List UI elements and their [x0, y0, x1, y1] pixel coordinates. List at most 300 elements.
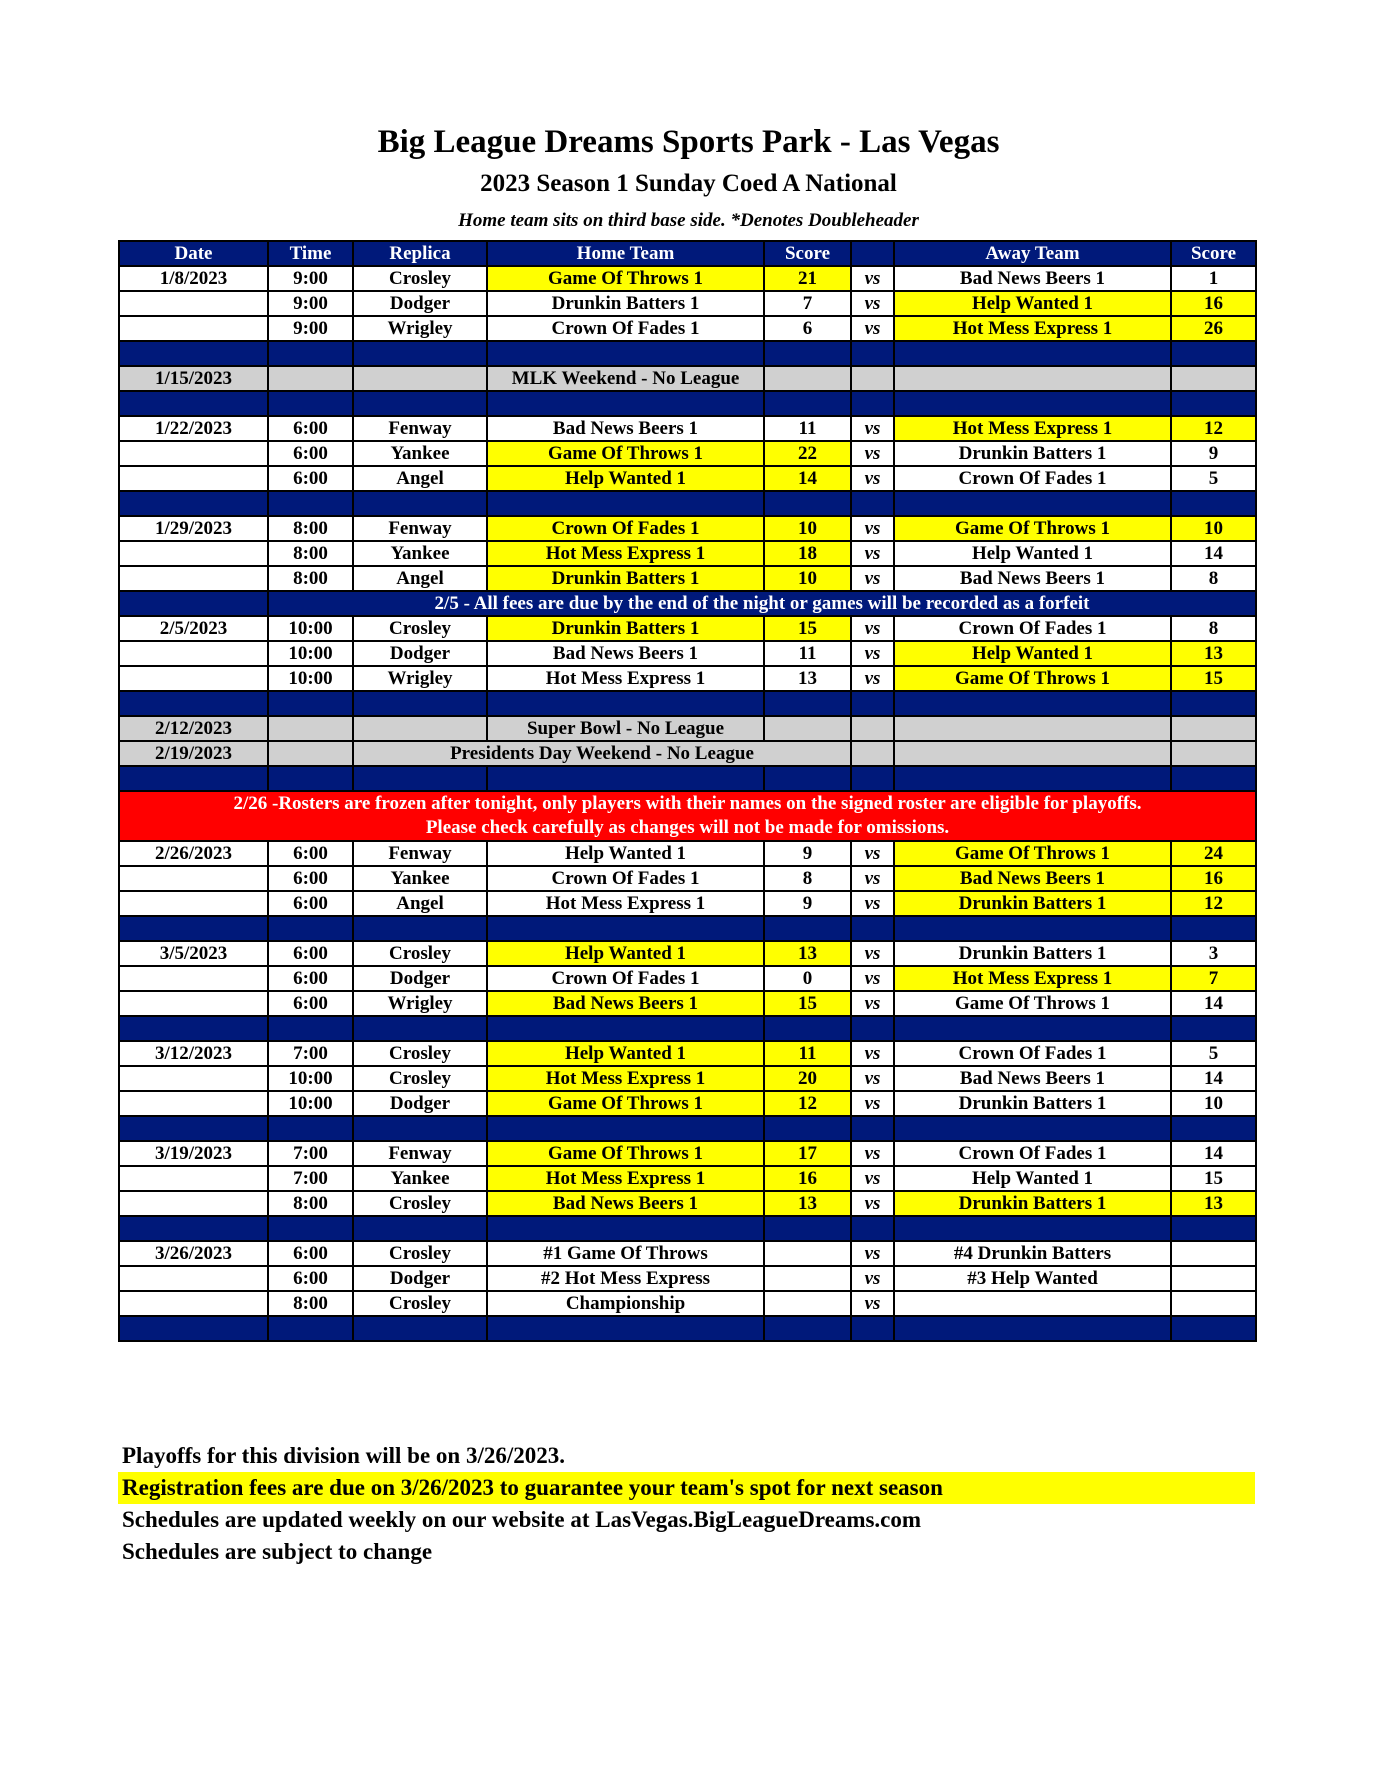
notice-text: 2/5 - All fees are due by the end of the night or games will be recorded as a forfeit: [268, 591, 1256, 616]
home-team-cell: Help Wanted 1: [487, 466, 764, 491]
home-score-cell: [764, 1241, 851, 1266]
home-score-cell: 20: [764, 1066, 851, 1091]
time-cell: 10:00: [268, 1066, 353, 1091]
date-cell: 1/22/2023: [119, 416, 268, 441]
notice-row: [119, 591, 1256, 616]
date-cell: [119, 316, 268, 341]
separator-cell: [268, 766, 353, 791]
separator-cell: [894, 1216, 1171, 1241]
table-row: [119, 291, 1256, 316]
separator-cell: [487, 391, 764, 416]
home-score-cell: 9: [764, 841, 851, 866]
separator-row: [119, 1016, 1256, 1041]
date-cell: 1/15/2023: [119, 366, 268, 391]
replica-cell: Dodger: [353, 966, 487, 991]
separator-cell: [487, 491, 764, 516]
separator-cell: [851, 1316, 894, 1341]
time-cell: 7:00: [268, 1041, 353, 1066]
away-score-cell: [1171, 716, 1256, 741]
separator-cell: [1171, 491, 1256, 516]
replica-cell: Wrigley: [353, 316, 487, 341]
away-score-cell: 8: [1171, 566, 1256, 591]
table-row: [119, 891, 1256, 916]
separator-cell: [894, 341, 1171, 366]
away-score-cell: 5: [1171, 1041, 1256, 1066]
home-score-cell: [764, 716, 851, 741]
separator-cell: [353, 1016, 487, 1041]
table-row: [119, 416, 1256, 441]
no-league-row: [119, 366, 1256, 391]
home-score-cell: 0: [764, 966, 851, 991]
home-score-cell: 14: [764, 466, 851, 491]
replica-cell: Dodger: [353, 291, 487, 316]
home-team-cell: Hot Mess Express 1: [487, 1166, 764, 1191]
home-score-cell: 15: [764, 991, 851, 1016]
away-score-cell: [1171, 1291, 1256, 1316]
away-score-header: Score: [1171, 241, 1256, 266]
no-league-text: Presidents Day Weekend - No League: [353, 741, 851, 766]
vs-cell: vs: [851, 1091, 894, 1116]
home-team-cell: Game Of Throws 1: [487, 441, 764, 466]
separator-cell: [353, 766, 487, 791]
home-score-cell: 6: [764, 316, 851, 341]
home-team-cell: Game Of Throws 1: [487, 1091, 764, 1116]
replica-cell: Angel: [353, 891, 487, 916]
replica-cell: Dodger: [353, 641, 487, 666]
separator-cell: [353, 1216, 487, 1241]
separator-cell: [487, 766, 764, 791]
separator-cell: [268, 1316, 353, 1341]
replica-cell: Crosley: [353, 941, 487, 966]
away-team-cell: Drunkin Batters 1: [894, 441, 1171, 466]
separator-cell: [268, 1216, 353, 1241]
separator-cell: [894, 1016, 1171, 1041]
vs-header: [851, 241, 894, 266]
home-score-cell: 11: [764, 1041, 851, 1066]
separator-cell: [353, 491, 487, 516]
away-score-cell: 14: [1171, 1066, 1256, 1091]
home-score-cell: 11: [764, 641, 851, 666]
home-score-cell: 17: [764, 1141, 851, 1166]
separator-cell: [353, 691, 487, 716]
replica-cell: Fenway: [353, 841, 487, 866]
schedule-note: Home team sits on third base side. *Denotes Doubleheader: [458, 210, 919, 231]
table-row: [119, 666, 1256, 691]
away-score-cell: 8: [1171, 616, 1256, 641]
time-cell: 6:00: [268, 941, 353, 966]
replica-cell: Wrigley: [353, 666, 487, 691]
table-row: [119, 1066, 1256, 1091]
separator-cell: [268, 916, 353, 941]
vs-cell: vs: [851, 441, 894, 466]
date-cell: [119, 566, 268, 591]
away-team-cell: Drunkin Batters 1: [894, 1191, 1171, 1216]
table-row: [119, 966, 1256, 991]
alert-line: 2/26 -Rosters are frozen after tonight, only players with their names on the signed roster are eligible for playoffs.: [233, 793, 1142, 814]
away-score-cell: 13: [1171, 1191, 1256, 1216]
date-cell: [119, 1091, 268, 1116]
replica-cell: Yankee: [353, 866, 487, 891]
separator-cell: [894, 1316, 1171, 1341]
away-score-cell: 13: [1171, 641, 1256, 666]
away-team-header: Away Team: [894, 241, 1171, 266]
away-team-cell: [894, 1291, 1171, 1316]
time-cell: 6:00: [268, 866, 353, 891]
date-cell: 2/5/2023: [119, 616, 268, 641]
home-team-cell: Bad News Beers 1: [487, 1191, 764, 1216]
separator-cell: [894, 766, 1171, 791]
vs-cell: vs: [851, 466, 894, 491]
away-score-cell: 9: [1171, 441, 1256, 466]
separator-row: [119, 341, 1256, 366]
away-team-cell: Game Of Throws 1: [894, 516, 1171, 541]
time-cell: 7:00: [268, 1141, 353, 1166]
table-row: [119, 616, 1256, 641]
replica-cell: Crosley: [353, 1241, 487, 1266]
separator-cell: [764, 1216, 851, 1241]
replica-header: Replica: [353, 241, 487, 266]
separator-cell: [353, 341, 487, 366]
separator-cell: [1171, 691, 1256, 716]
date-cell: [119, 1266, 268, 1291]
home-team-cell: Crown Of Fades 1: [487, 316, 764, 341]
replica-cell: Angel: [353, 466, 487, 491]
away-score-cell: 24: [1171, 841, 1256, 866]
home-score-cell: 13: [764, 666, 851, 691]
vs-cell: vs: [851, 1066, 894, 1091]
separator-cell: [1171, 1016, 1256, 1041]
separator-cell: [894, 691, 1171, 716]
separator-row: [119, 1316, 1256, 1341]
home-score-cell: 18: [764, 541, 851, 566]
separator-cell: [851, 1016, 894, 1041]
home-team-cell: Help Wanted 1: [487, 841, 764, 866]
home-score-cell: 11: [764, 416, 851, 441]
away-team-cell: Help Wanted 1: [894, 291, 1171, 316]
separator-cell: [487, 1316, 764, 1341]
separator-cell: [1171, 916, 1256, 941]
vs-cell: vs: [851, 1266, 894, 1291]
time-cell: 6:00: [268, 466, 353, 491]
date-cell: 3/26/2023: [119, 1241, 268, 1266]
away-team-cell: [894, 366, 1171, 391]
vs-cell: vs: [851, 291, 894, 316]
vs-cell: vs: [851, 666, 894, 691]
vs-cell: vs: [851, 891, 894, 916]
away-team-cell: Crown Of Fades 1: [894, 1141, 1171, 1166]
away-team-cell: Bad News Beers 1: [894, 866, 1171, 891]
vs-cell: vs: [851, 1241, 894, 1266]
away-team-cell: [894, 716, 1171, 741]
separator-cell: [119, 1316, 268, 1341]
away-team-cell: Drunkin Batters 1: [894, 941, 1171, 966]
separator-cell: [119, 491, 268, 516]
date-cell: [119, 541, 268, 566]
away-team-cell: [894, 741, 1171, 766]
separator-row: [119, 691, 1256, 716]
home-team-header: Home Team: [487, 241, 764, 266]
home-team-cell: Game Of Throws 1: [487, 266, 764, 291]
away-team-cell: Bad News Beers 1: [894, 1066, 1171, 1091]
time-cell: 6:00: [268, 416, 353, 441]
replica-cell: Angel: [353, 566, 487, 591]
home-score-cell: 10: [764, 566, 851, 591]
separator-cell: [851, 1216, 894, 1241]
away-score-cell: 5: [1171, 466, 1256, 491]
replica-cell: Crosley: [353, 266, 487, 291]
date-cell: [119, 1166, 268, 1191]
time-cell: 6:00: [268, 966, 353, 991]
home-score-cell: 13: [764, 1191, 851, 1216]
time-cell: 9:00: [268, 266, 353, 291]
time-cell: 6:00: [268, 891, 353, 916]
table-row: [119, 1191, 1256, 1216]
replica-cell: Dodger: [353, 1091, 487, 1116]
separator-cell: [764, 491, 851, 516]
separator-cell: [119, 766, 268, 791]
home-team-cell: Help Wanted 1: [487, 941, 764, 966]
time-cell: 9:00: [268, 291, 353, 316]
alert-text: [119, 791, 1256, 841]
home-team-cell: Crown Of Fades 1: [487, 866, 764, 891]
away-team-cell: Game Of Throws 1: [894, 841, 1171, 866]
date-cell: [119, 1066, 268, 1091]
home-team-cell: Hot Mess Express 1: [487, 1066, 764, 1091]
time-cell: 6:00: [268, 991, 353, 1016]
table-row: [119, 566, 1256, 591]
away-team-cell: Help Wanted 1: [894, 541, 1171, 566]
away-score-cell: 15: [1171, 666, 1256, 691]
vs-cell: vs: [851, 416, 894, 441]
separator-cell: [268, 491, 353, 516]
replica-cell: Fenway: [353, 516, 487, 541]
away-team-cell: Crown Of Fades 1: [894, 1041, 1171, 1066]
separator-cell: [119, 391, 268, 416]
home-score-cell: 7: [764, 291, 851, 316]
table-row: [119, 441, 1256, 466]
replica-cell: Crosley: [353, 1291, 487, 1316]
date-cell: [119, 641, 268, 666]
table-header: [119, 241, 1256, 266]
away-score-cell: 15: [1171, 1166, 1256, 1191]
table-row: [119, 1091, 1256, 1116]
registration-note: Registration fees are due on 3/26/2023 to guarantee your team's spot for next season: [118, 1472, 1255, 1504]
home-score-header: Score: [764, 241, 851, 266]
home-team-cell: #2 Hot Mess Express: [487, 1266, 764, 1291]
time-cell: 8:00: [268, 1291, 353, 1316]
vs-cell: vs: [851, 1166, 894, 1191]
separator-cell: [1171, 766, 1256, 791]
no-league-row: [119, 741, 1256, 766]
away-score-cell: 16: [1171, 866, 1256, 891]
separator-cell: [487, 1016, 764, 1041]
separator-cell: [851, 691, 894, 716]
home-score-cell: 8: [764, 866, 851, 891]
away-score-cell: 14: [1171, 991, 1256, 1016]
table-row: [119, 516, 1256, 541]
date-cell: [119, 441, 268, 466]
replica-cell: Crosley: [353, 1066, 487, 1091]
home-team-cell: Help Wanted 1: [487, 1041, 764, 1066]
separator-cell: [353, 916, 487, 941]
date-cell: 2/19/2023: [119, 741, 268, 766]
replica-cell: [353, 366, 487, 391]
vs-cell: vs: [851, 316, 894, 341]
vs-cell: vs: [851, 1191, 894, 1216]
table-row: [119, 316, 1256, 341]
separator-cell: [119, 1216, 268, 1241]
away-team-cell: Drunkin Batters 1: [894, 891, 1171, 916]
separator-cell: [487, 341, 764, 366]
vs-cell: vs: [851, 616, 894, 641]
replica-cell: [353, 716, 487, 741]
time-cell: 10:00: [268, 666, 353, 691]
replica-cell: Yankee: [353, 441, 487, 466]
vs-cell: [851, 741, 894, 766]
separator-cell: [268, 1016, 353, 1041]
home-team-cell: Hot Mess Express 1: [487, 666, 764, 691]
vs-cell: [851, 716, 894, 741]
table-row: [119, 841, 1256, 866]
home-score-cell: 10: [764, 516, 851, 541]
separator-cell: [764, 341, 851, 366]
replica-cell: Fenway: [353, 1141, 487, 1166]
date-cell: 1/8/2023: [119, 266, 268, 291]
time-cell: [268, 741, 353, 766]
home-team-cell: Crown Of Fades 1: [487, 966, 764, 991]
separator-cell: [851, 1116, 894, 1141]
date-cell: 1/29/2023: [119, 516, 268, 541]
home-score-cell: 13: [764, 941, 851, 966]
away-team-cell: Hot Mess Express 1: [894, 416, 1171, 441]
home-score-cell: [764, 1266, 851, 1291]
home-team-cell: Bad News Beers 1: [487, 416, 764, 441]
home-team-cell: Drunkin Batters 1: [487, 616, 764, 641]
home-team-cell: Crown Of Fades 1: [487, 516, 764, 541]
separator-cell: [764, 916, 851, 941]
vs-cell: vs: [851, 1041, 894, 1066]
separator-cell: [487, 691, 764, 716]
away-team-cell: #3 Help Wanted: [894, 1266, 1171, 1291]
vs-cell: [851, 366, 894, 391]
away-score-cell: [1171, 366, 1256, 391]
separator-cell: [119, 1116, 268, 1141]
home-score-cell: 12: [764, 1091, 851, 1116]
vs-cell: vs: [851, 516, 894, 541]
away-score-cell: 12: [1171, 891, 1256, 916]
table-row: [119, 641, 1256, 666]
time-cell: 6:00: [268, 841, 353, 866]
separator-row: [119, 491, 1256, 516]
separator-cell: [764, 1016, 851, 1041]
separator-cell: [268, 341, 353, 366]
away-team-cell: Game Of Throws 1: [894, 991, 1171, 1016]
date-cell: [119, 966, 268, 991]
separator-cell: [353, 1316, 487, 1341]
table-row: [119, 466, 1256, 491]
notice-blank: [119, 591, 268, 616]
separator-cell: [1171, 1316, 1256, 1341]
home-team-cell: Drunkin Batters 1: [487, 566, 764, 591]
table-row: [119, 541, 1256, 566]
away-score-cell: 16: [1171, 291, 1256, 316]
away-team-cell: Hot Mess Express 1: [894, 966, 1171, 991]
home-team-cell: #1 Game Of Throws: [487, 1241, 764, 1266]
replica-cell: Dodger: [353, 1266, 487, 1291]
vs-cell: vs: [851, 541, 894, 566]
away-score-cell: 10: [1171, 516, 1256, 541]
separator-cell: [353, 1116, 487, 1141]
vs-cell: vs: [851, 866, 894, 891]
no-league-text: Super Bowl - No League: [487, 716, 764, 741]
home-score-cell: [764, 1291, 851, 1316]
away-team-cell: Hot Mess Express 1: [894, 316, 1171, 341]
separator-row: [119, 1116, 1256, 1141]
vs-cell: vs: [851, 566, 894, 591]
away-score-cell: 3: [1171, 941, 1256, 966]
change-note: Schedules are subject to change: [122, 1539, 433, 1564]
separator-cell: [1171, 1216, 1256, 1241]
separator-cell: [894, 1116, 1171, 1141]
home-team-cell: Hot Mess Express 1: [487, 541, 764, 566]
playoff-row: [119, 1291, 1256, 1316]
replica-cell: Wrigley: [353, 991, 487, 1016]
home-score-cell: 15: [764, 616, 851, 641]
away-score-cell: 14: [1171, 1141, 1256, 1166]
date-cell: [119, 866, 268, 891]
date-cell: [119, 291, 268, 316]
playoff-row: [119, 1241, 1256, 1266]
separator-cell: [851, 916, 894, 941]
vs-cell: vs: [851, 1141, 894, 1166]
vs-cell: vs: [851, 1291, 894, 1316]
separator-cell: [1171, 341, 1256, 366]
separator-cell: [851, 491, 894, 516]
home-score-cell: [764, 366, 851, 391]
away-team-cell: #4 Drunkin Batters: [894, 1241, 1171, 1266]
separator-cell: [119, 916, 268, 941]
alert-row: [119, 791, 1256, 841]
playoff-row: [119, 1266, 1256, 1291]
separator-cell: [487, 1116, 764, 1141]
vs-cell: vs: [851, 841, 894, 866]
table-row: [119, 1141, 1256, 1166]
vs-cell: vs: [851, 641, 894, 666]
vs-cell: vs: [851, 991, 894, 1016]
time-cell: 6:00: [268, 441, 353, 466]
separator-row: [119, 391, 1256, 416]
home-score-cell: 16: [764, 1166, 851, 1191]
home-score-cell: 21: [764, 266, 851, 291]
date-cell: [119, 466, 268, 491]
replica-cell: Yankee: [353, 1166, 487, 1191]
time-cell: 8:00: [268, 516, 353, 541]
date-cell: [119, 1191, 268, 1216]
vs-cell: vs: [851, 266, 894, 291]
away-score-cell: [1171, 1241, 1256, 1266]
separator-cell: [487, 916, 764, 941]
date-cell: 2/12/2023: [119, 716, 268, 741]
away-team-cell: Crown Of Fades 1: [894, 466, 1171, 491]
date-header: Date: [119, 241, 268, 266]
replica-cell: Yankee: [353, 541, 487, 566]
away-team-cell: Help Wanted 1: [894, 1166, 1171, 1191]
time-cell: 10:00: [268, 1091, 353, 1116]
time-cell: [268, 716, 353, 741]
time-cell: 6:00: [268, 1241, 353, 1266]
date-cell: [119, 666, 268, 691]
separator-cell: [764, 766, 851, 791]
